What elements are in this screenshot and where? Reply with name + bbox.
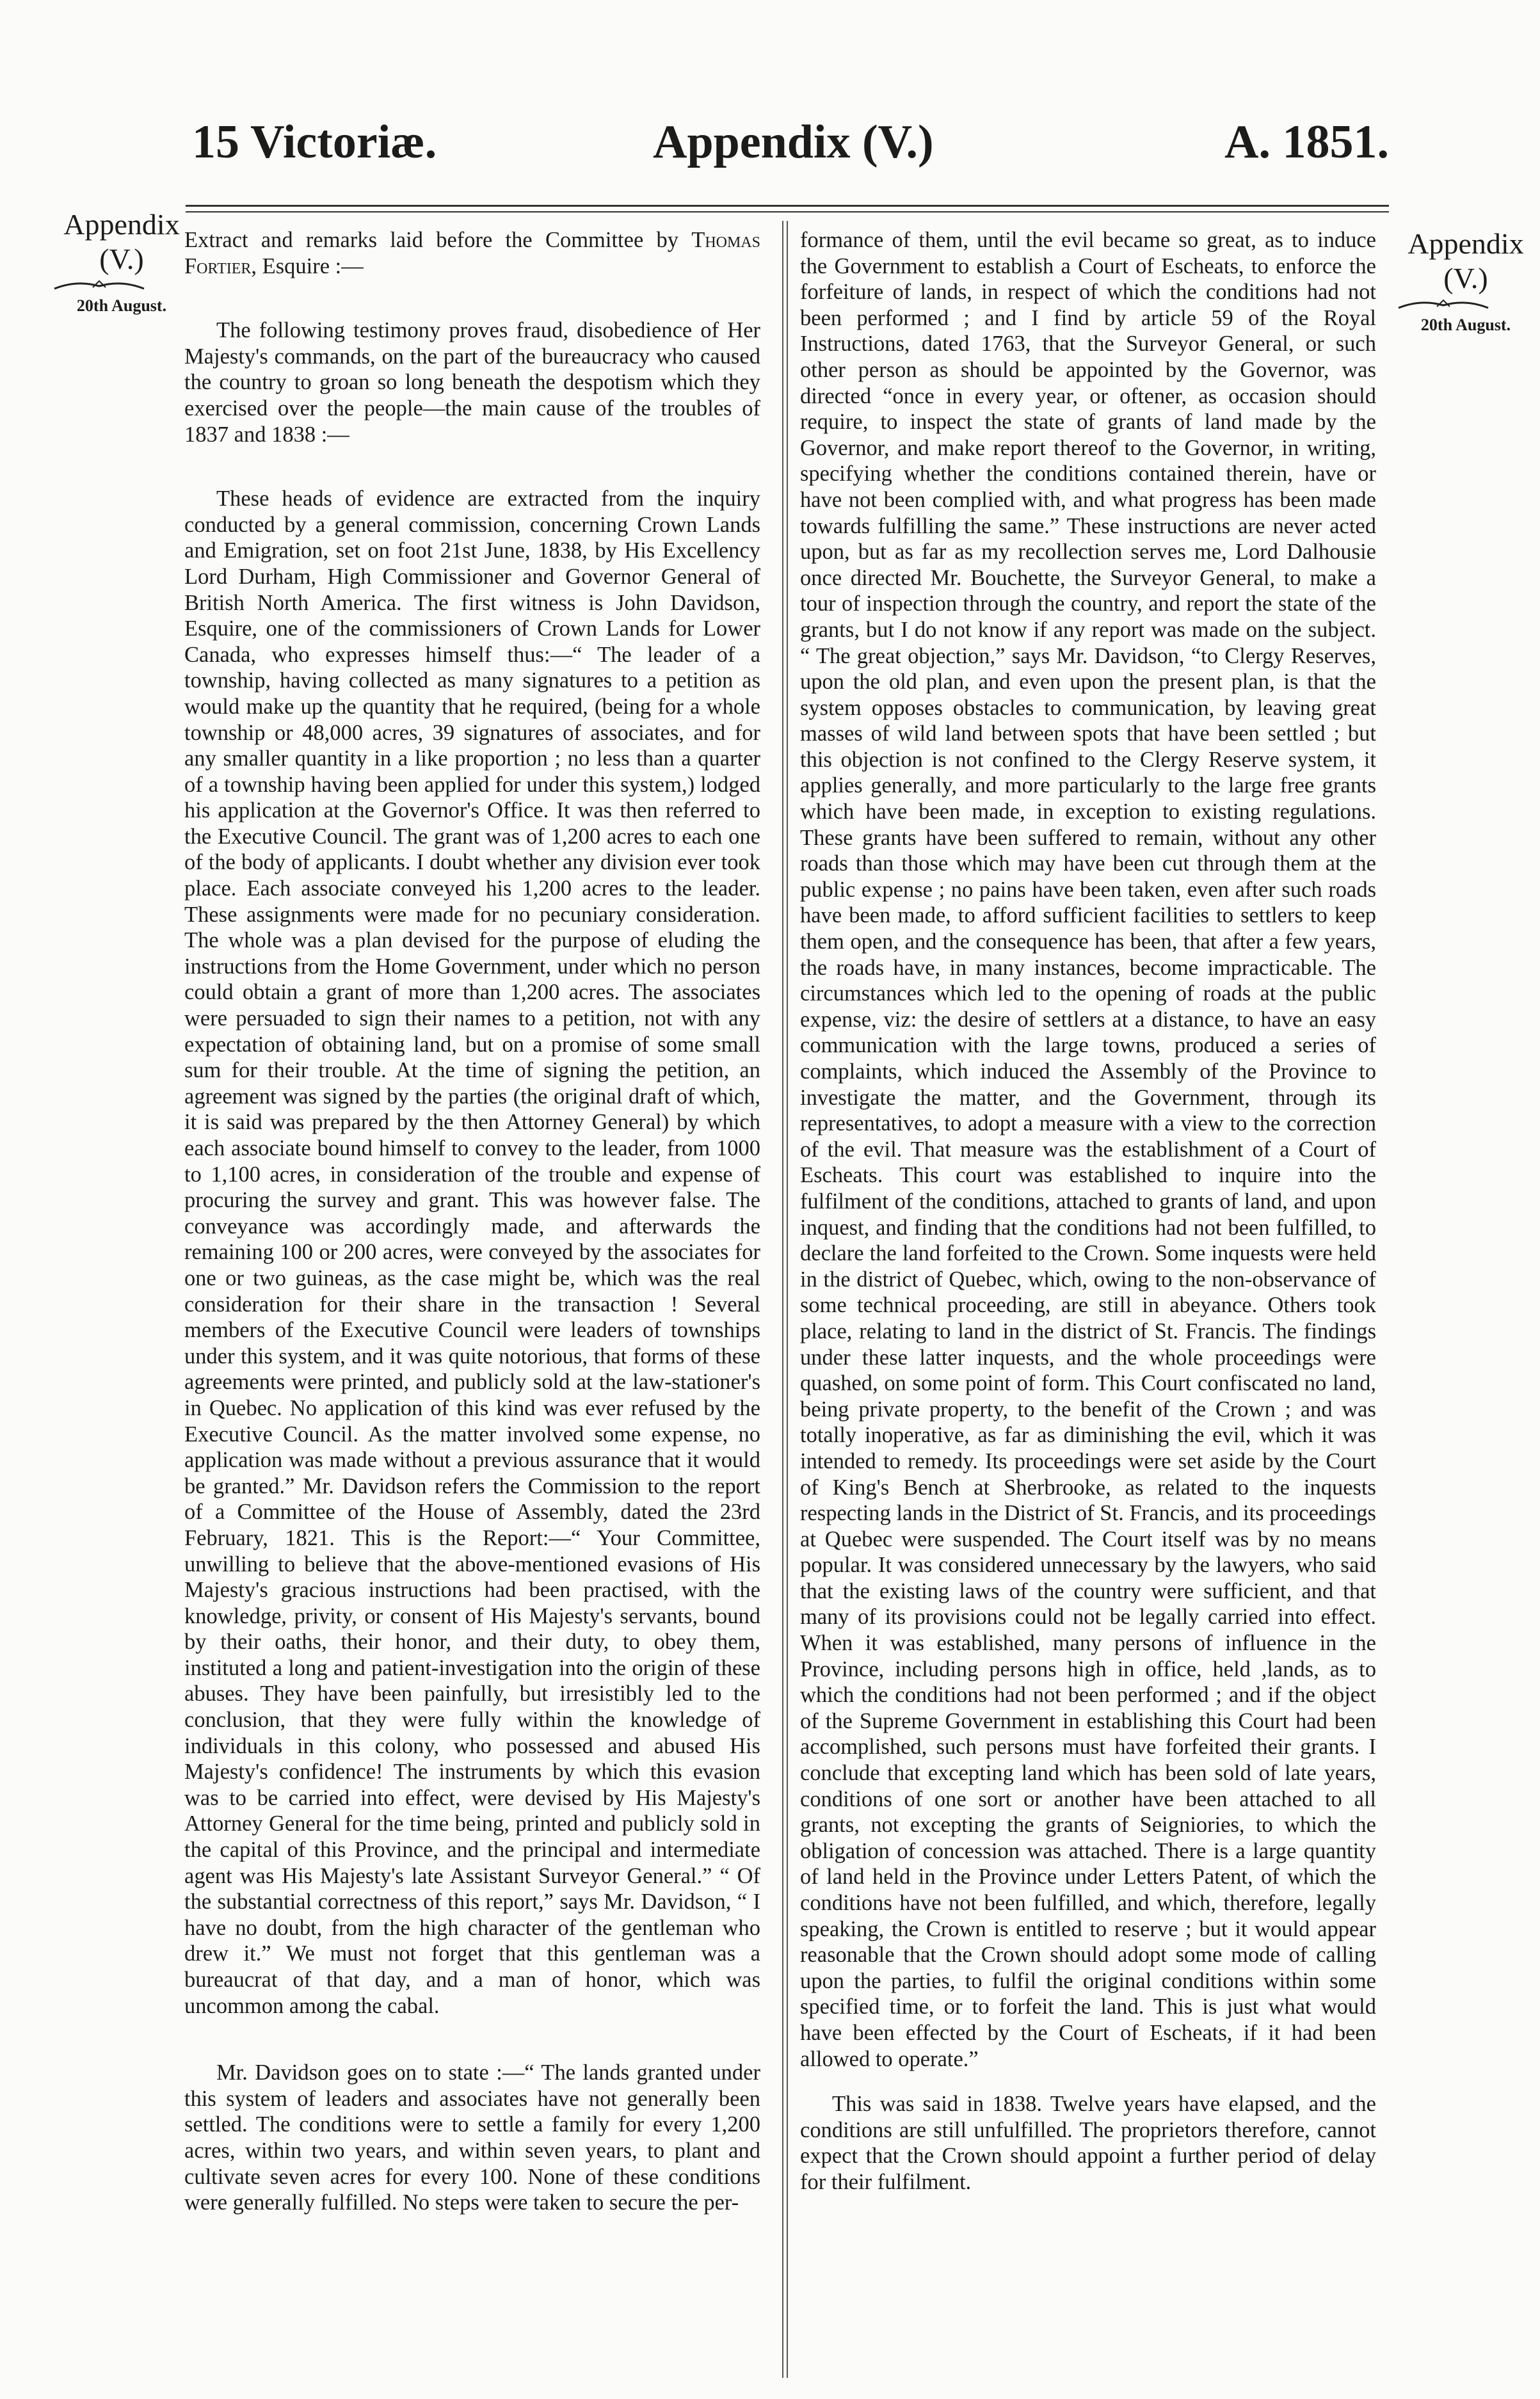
paragraph: The following testimony proves fraud, disobedience of Her Majesty's commands, on the part of the bureaucracy who caused the country to groan so long beneath the despotism which they exercised over the people—the main cause of the troubles of 1837 and 1838 :— — [184, 318, 760, 447]
paragraph: These heads of evidence are extracted from the inquiry conducted by a general commission, concerning Crown Lands and Emigration, set on foot 21st June, 1838, by His Excellency Lord Durham, High Commissioner and Governor General of British North America. The first witness is John Davidson, Esquire, one of the commissioners of Crown Lands for Lower Canada, who expresses himself thus:—“ The leader of a township, having collected as many signatures to a petition as would make up the quantity that he required, (being for a whole township or 48,000 acres, 39 signatures of associates, and for any smaller quantity in a like proportion ; no less than a quarter of a township having been applied for under this system,) lodged his application at the Governor's Office. It was then referred to the Executive Council. The grant was of 1,200 acres to each one of the body of applicants. I doubt whether any division ever took place. Each associate conveyed his 1,200 acres to the leader. These assignments were made for no pecuniary consideration. The whole was a plan devised for the purpose of eluding the instructions from the Home Government, under which no person could obtain a grant of more than 1,200 acres. The associates were persuaded to sign their names to a petition, not with any expectation of obtaining land, but on a promise of some small sum for their trouble. At the time of signing the petition, an agreement was signed by the parties (the original draft of which, it is said was prepared by the then Attorney General) by which each associate bound himself to convey to the leader, from 1000 to 1,100 acres, in consideration of the trouble and expense of procuring the survey and grant. This was however false. The conveyance was accordingly made, and afterwards the remaining 100 or 200 acres, were conveyed by the associates for one or two guineas, as the case might be, which was the real consideration for their share in the transaction ! Several members of the Executive Council were leaders of townships under this system, and it was quite notorious, that forms of these agreements were printed, and publicly sold at the law-stationer's in Quebec. No application of this kind was ever refused by the Executive Council. As the matter involved some expense, no application was made without a previous assurance that it would be granted.” Mr. Davidson refers the Commission to the report of a Committee of the House of Assembly, dated the 23rd February, 1821. This is the Report:—“ Your Committee, unwilling to believe that the above-mentioned evasions of His Majesty's gracious instructions had been practised, with the knowledge, privity, or consent of His Majesty's servants, bound by their oaths, their honor, and their duty, to obey them, instituted a long and patient-investigation into the origin of these abuses. They have been painfully, but irresistibly led to the conclusion, that they were fully within the knowledge of individuals in this colony, who possessed and abused His Majesty's confidence! The instruments by which this evasion was to be carried into effect, were devised by His Majesty's Attorney General for the time being, printed and publicly sold in the capital of this Province, and the principal and intermediate agent was His Majesty's late Assistant Surveyor General.” “ Of the substantial correctness of this report,” says Mr. Davidson, “ I have no doubt, from the high character of the gentleman who drew it.” We must not forget that this gentleman was a bureaucrat of that day, and a man of honor, which was uncommon among the cabal. — [184, 486, 760, 2018]
page-header — [192, 115, 1389, 186]
intro-text: Extract and remarks laid before the Committee by — [184, 228, 678, 252]
margin-note-code: (V.) — [99, 243, 144, 275]
paragraph: Mr. Davidson goes on to state :—“ The lands granted under this system of leaders and associates have not generally been settled. The conditions were to settle a family for every 1,200 acres, within two years, and within seven years, to plant and cultivate seven acres for every 100. None of these conditions were generally fulfilled. No steps were taken to secure the per- — [184, 2060, 760, 2215]
margin-note-right — [1395, 227, 1536, 335]
intro-line — [184, 227, 760, 279]
margin-note-code: (V.) — [1443, 262, 1488, 294]
left-column — [184, 227, 760, 2216]
margin-note-date: 20th August. — [1420, 316, 1511, 334]
margin-note-date: 20th August. — [76, 296, 167, 315]
header-rule-bottom — [186, 211, 1389, 213]
intro-suffix: , Esquire :— — [251, 253, 364, 278]
header-year: A. 1851. — [1224, 116, 1389, 168]
margin-note-title: Appendix — [63, 208, 180, 241]
header-session: 15 Victoriæ. — [192, 116, 437, 168]
paragraph: formance of them, until the evil became so great, as to induce the Government to establish a Court of Escheats, to enforce the forfeiture of lands, in respect of which the conditions had not been performed ; and I find by article 59 of the Royal Instructions, dated 1763, that the Surveyor General, or such other person as should be appointed by the Governor, was directed “once in every year, or oftener, as occasion should require, to inspect the state of grants of land made by the Governor, and make report thereof to the Governor, in writing, specifying whether the conditions contained therein, have or have not been complied with, and what progress has been made towards fulfilling the same.” These instructions are never acted upon, but as far as my recollection serves me, Lord Dalhousie once directed Mr. Bouchette, the Surveyor General, to make a tour of inspection through the country, and report the state of the grants, but I do not know if any report was made on the subject. “ The great objection,” says Mr. Davidson, “to Clergy Reserves, upon the old plan, and even upon the present plan, is that the system opposes obstacles to communication, by leaving great masses of wild land between spots that have been settled ; but this objection is not confined to the Clergy Reserve system, it applies generally, and more particularly to the large free grants which have been made, in exception to existing regulations. These grants have been suffered to remain, without any other roads than those which may have been cut through them at the public expense ; no pains have been taken, even after such roads have been made, to afford sufficient facilities to settlers to keep them open, and the consequence has been, that after a few years, the roads have, in many instances, become impracticable. The circumstances which led to the opening of roads at the public expense, viz: the desire of settlers at a distance, to have an easy communication with the large towns, produced a series of complaints, which induced the Assembly of the Province to investigate the matter, and the Government, through its representatives, to adopt a measure with a view to the correction of the evil. That measure was the establishment of a Court of Escheats. This court was established to inquire into the fulfilment of the conditions, attached to grants of land, and upon inquest, and finding that the conditions had not been fulfilled, to declare the land forfeited to the Crown. Some inquests were held in the district of Quebec, which, owing to the non-observance of some technical proceeding, are still in abeyance. Others took place, relating to land in the district of St. Francis. The findings under these latter inquests, and the whole proceedings were quashed, on some point of form. This Court confiscated no land, being private property, to the benefit of the Crown ; and was totally inoperative, as far as diminishing the evil, which it was intended to remedy. Its proceedings were set aside by the Court of King's Bench at Sherbrooke, as related to the inquests respecting lands in the District of St. Francis, and its proceedings at Quebec were suspended. The Court itself was by no means popular. It was considered unnecessary by the lawyers, who said that the existing laws of the country were sufficient, and that many of its provisions could not be legally carried into effect. When it was established, many persons of influence in the Province, including persons high in office, held ,lands, as to which the conditions had not been performed ; and if the object of the Supreme Government in establishing this Court had been accomplished, such persons must have forfeited their grants. I conclude that excepting land which has been sold of late years, conditions of one sort or another have been attached to all grants, not excepting the grants of Seigniories, to which the obligation of concession was attached. There is a large quantity of land held in the Province under Letters Patent, of which the conditions have not been fulfilled, and which, therefore, legally speaking, the Crown is entitled to reserve ; but it would appear reasonable that the Crown should adopt some mode of calling upon the parties, to fulfil the original conditions within some specified time, or to forfeit the land. This is just what would have been effected by the Court of Escheats, if it had been allowed to operate.” — [800, 228, 1376, 2071]
right-column — [800, 227, 1376, 2195]
swash-ornament-icon — [51, 277, 147, 293]
header-appendix: Appendix (V.) — [653, 116, 934, 168]
swash-ornament-icon — [1395, 296, 1491, 312]
column-divider — [782, 221, 783, 2378]
margin-note-left — [51, 208, 192, 316]
paragraph: This was said in 1838. Twelve years have elapsed, and the conditions are still unfulfilled. The proprietors therefore, cannot expect that the Crown should appoint a further period of delay for their fulfilment. — [800, 2092, 1376, 2194]
header-rule-top — [186, 205, 1389, 207]
intro-author-name: Thomas Fortier — [184, 228, 761, 278]
column-divider — [787, 221, 788, 2378]
margin-note-title: Appendix — [1408, 227, 1524, 260]
